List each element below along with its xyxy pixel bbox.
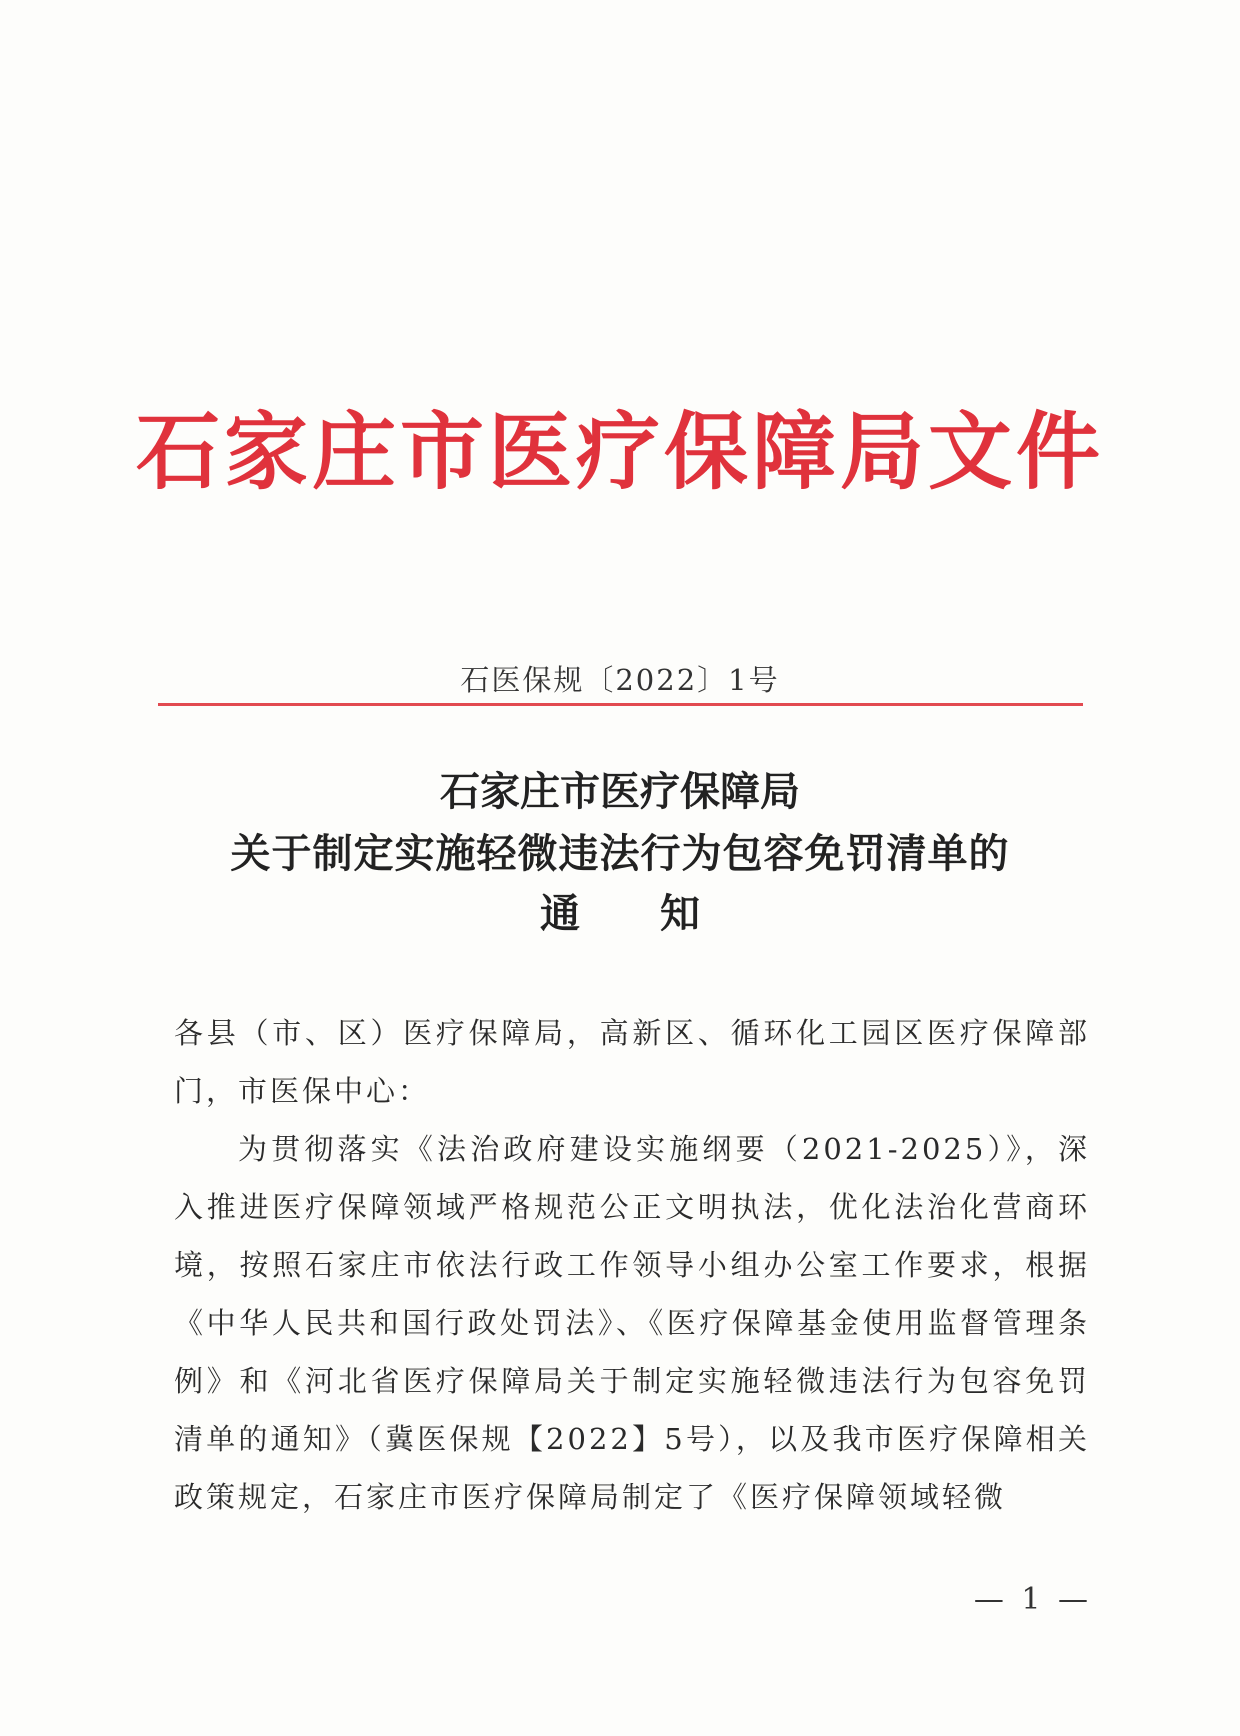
notice-title-line-1: 石家庄市医疗保障局 — [440, 768, 800, 815]
document-body — [174, 1004, 1090, 1526]
notice-title-line-2: 关于制定实施轻微违法行为包容免罚清单的 — [230, 830, 1010, 877]
salutation: 各县（市、区）医疗保障局，高新区、循环化工园区医疗保障部门，市医保中心： — [174, 1016, 1090, 1108]
body-paragraph: 为贯彻落实《法治政府建设实施纲要（2021-2025）》，深入推进医疗保障领域严格规范公正文明执法，优化法治化营商环境，按照石家庄市依法行政工作领导小组办公室工作要求，根据《中华人民共和国行政处罚法》、《医疗保障基金使用监督管理条例》和《河北省医疗保障局关于制定实施轻微违法行为包容免罚清单的通知》（冀医保规【2022】5号），以及我市医疗保障相关政策规定，石家庄市医疗保障局制定了《医疗保障领域轻微 — [174, 1132, 1090, 1514]
red-divider-line — [158, 703, 1083, 706]
document-header-title: 石家庄市医疗保障局文件 — [135, 402, 1104, 501]
document-number: 石医保规〔2022〕1号 — [460, 663, 780, 697]
page-number: — 1 — — [973, 1582, 1092, 1617]
notice-title-line-3: 通知 — [540, 890, 780, 937]
